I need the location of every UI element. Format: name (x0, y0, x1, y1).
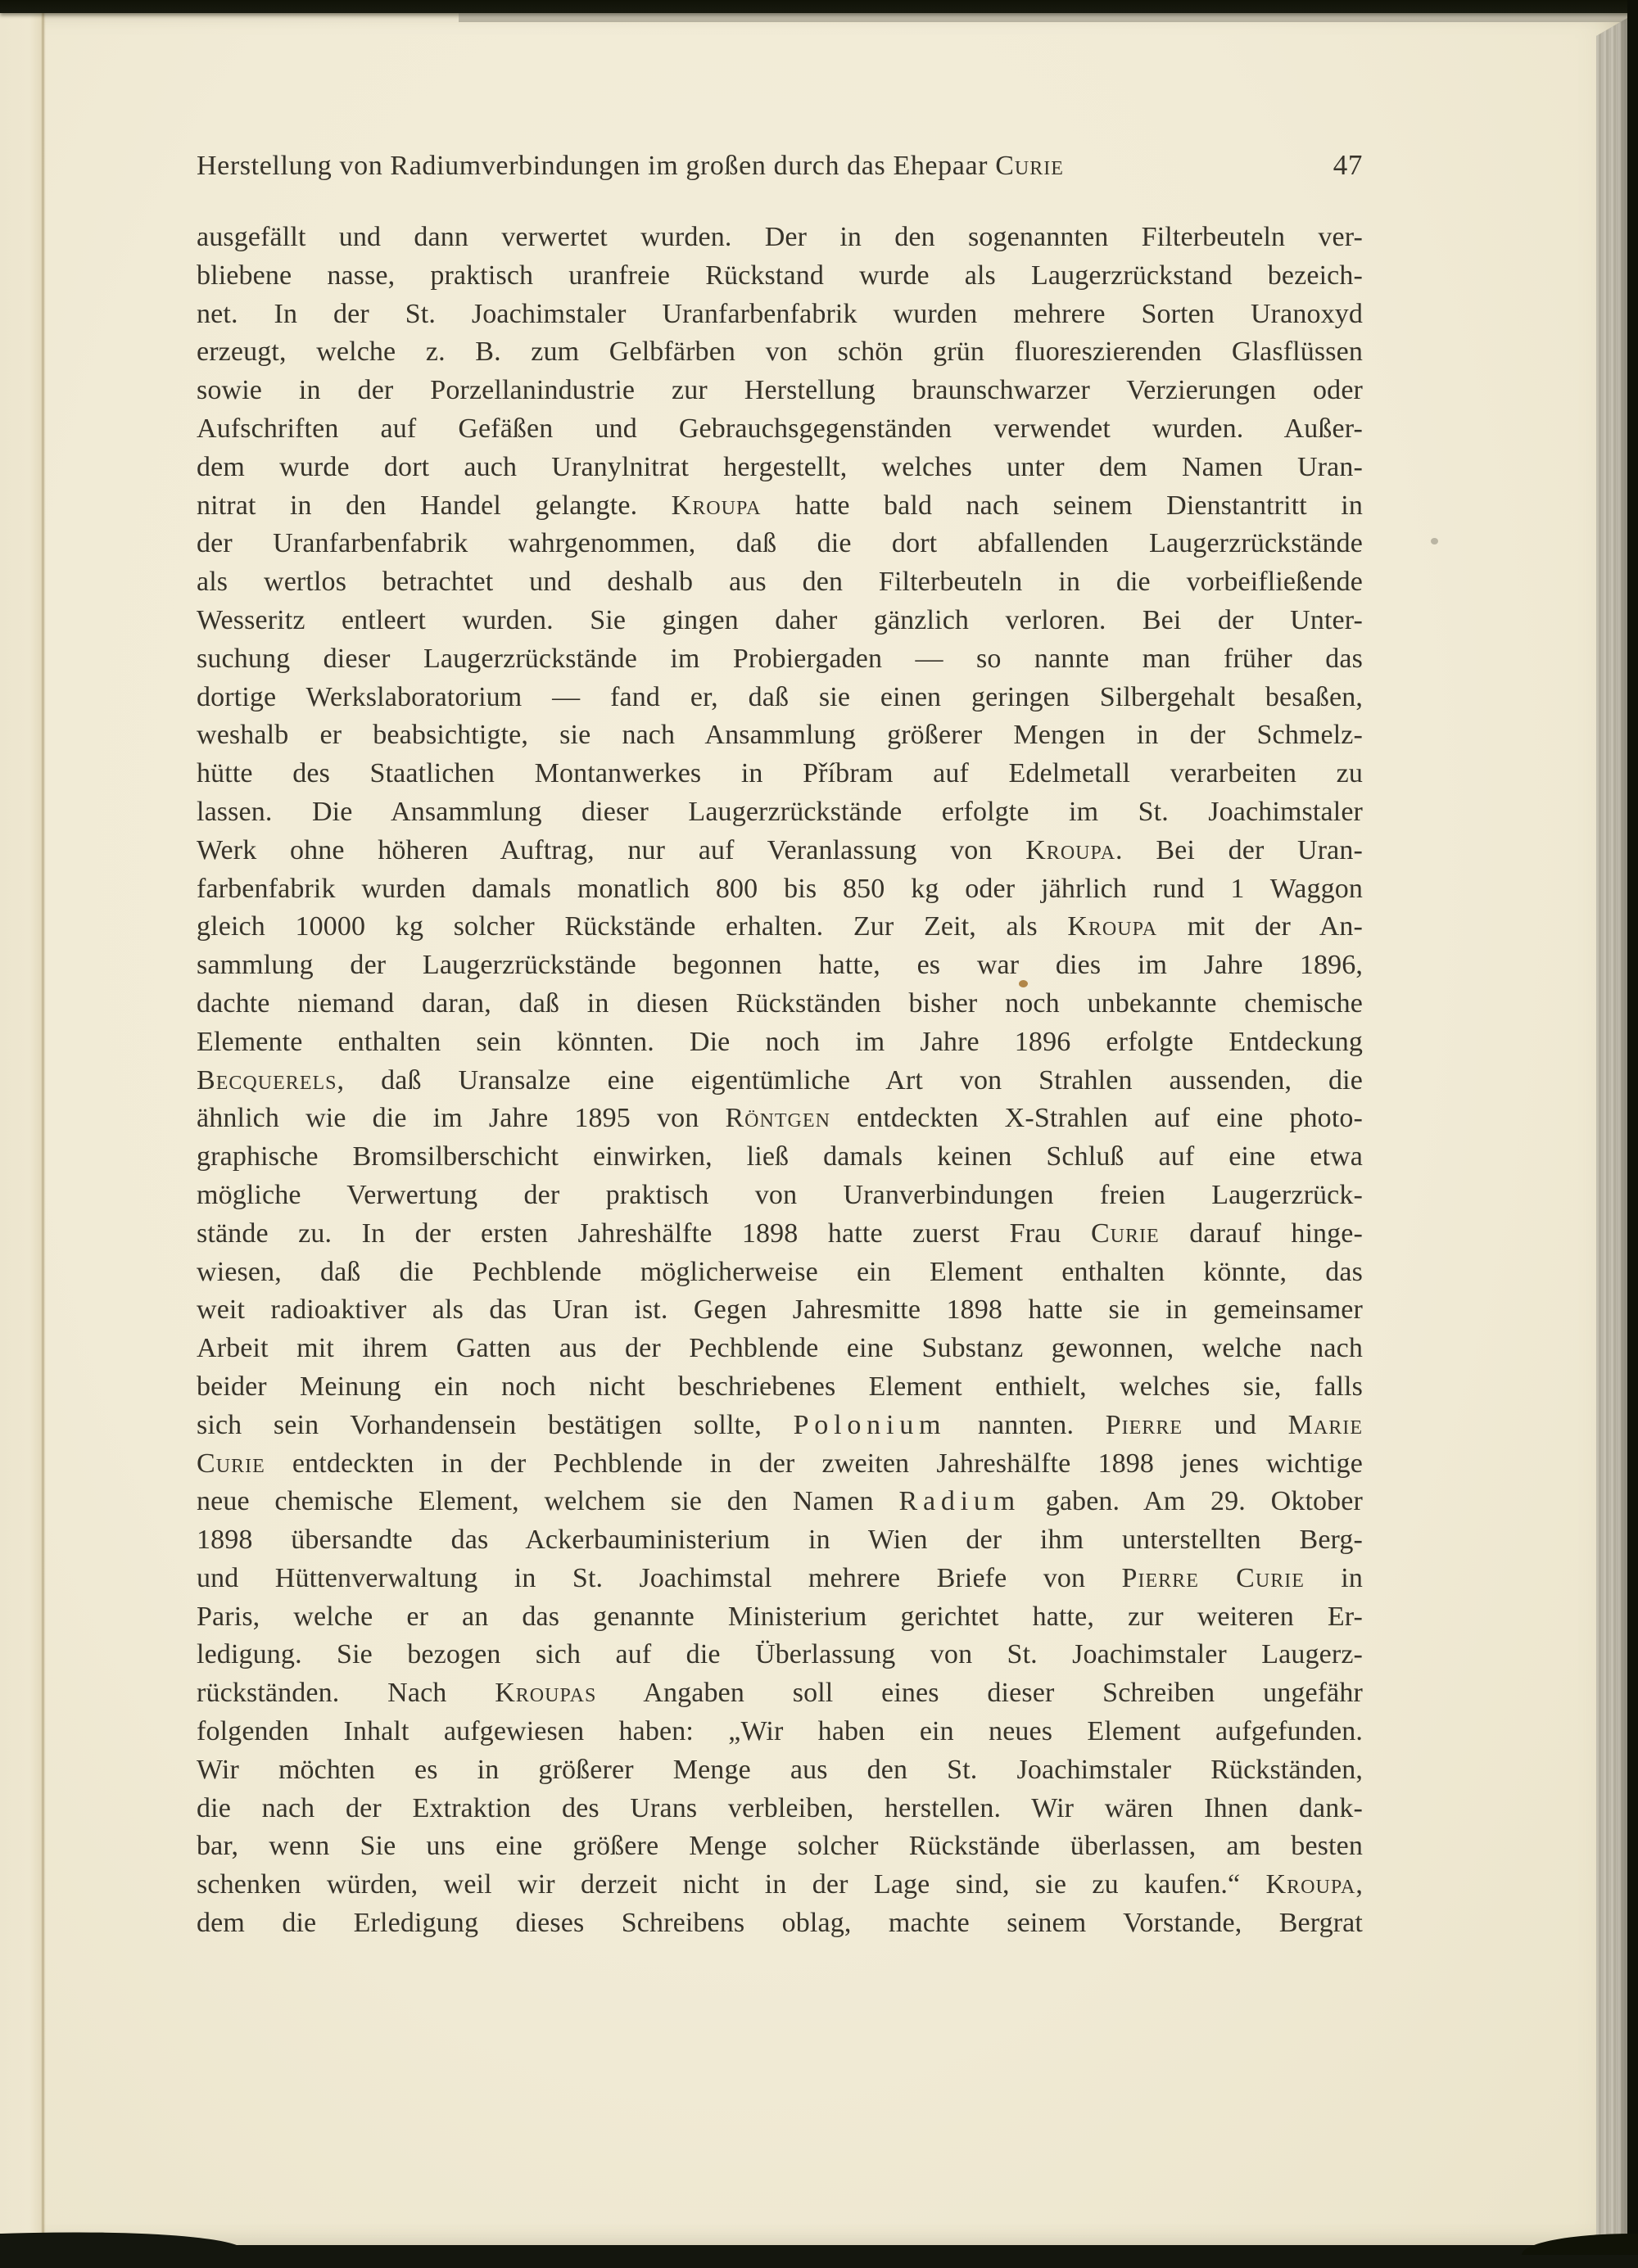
text-line: graphische Bromsilberschicht einwirken, ließ damals keinen Schluß auf eine etwa (197, 1141, 1363, 1172)
text-line: Werk ohne höheren Auftrag, nur auf Veranlassung von Kroupa. Bei der Uran- (197, 834, 1364, 865)
text-line: Arbeit mit ihrem Gatten aus der Pechblende eine Substanz gewonnen, welche nach (197, 1333, 1363, 1364)
text-line: ähnlich wie die im Jahre 1895 von Röntgen entdeckten X-Strahlen auf eine photo- (197, 1103, 1363, 1134)
text-line: dortige Werkslaboratorium — fand er, daß sie einen geringen Silbergehalt besaßen, (197, 681, 1363, 712)
text-line: hütte des Staatlichen Montanwerkes in Příbram auf Edelmetall verarbeiten zu (197, 758, 1363, 789)
text-line: nitrat in den Handel gelangte. Kroupa hatte bald nach seinem Dienstantritt in (197, 490, 1363, 521)
text-line: und Hüttenverwaltung in St. Joachimstal mehrere Briefe von Pierre Curie in (197, 1562, 1364, 1593)
text-line: weit radioaktiver als das Uran ist. Gegen Jahresmitte 1898 hatte sie in gemeinsamer (197, 1294, 1363, 1326)
header-title-author-name: Curie (995, 151, 1064, 181)
text-line: Elemente enthalten sein könnten. Die noch im Jahre 1896 erfolgte Entdeckung (197, 1026, 1363, 1057)
text-line: erzeugt, welche z. B. zum Gelbfärben von schön grün fluoreszierenden Glasflüssen (197, 337, 1363, 368)
text-line: Wir möchten es in größerer Menge aus den St. Joachimstaler Rückständen, (197, 1754, 1363, 1785)
text-line: Wesseritz entleert wurden. Sie gingen daher gänzlich verloren. Bei der Unter- (197, 604, 1363, 635)
text-line: dem die Erledigung dieses Schreibens oblag, machte seinem Vorstande, Bergrat (197, 1908, 1363, 1939)
facing-page-sliver (0, 13, 43, 2247)
text-line: sammlung der Laugerzrückstände begonnen hatte, es war dies im Jahre 1896, (197, 950, 1363, 981)
text-line: bar, wenn Sie uns eine größere Menge solcher Rückstände überlassen, am besten (197, 1831, 1363, 1862)
page-stack-edge-right (1596, 18, 1627, 2247)
text-line: Aufschriften auf Gefäßen und Gebrauchsgegenständen verwendet wurden. Außer- (197, 413, 1363, 444)
small-caps-name: Curie (1090, 1218, 1160, 1249)
margin-speck (1431, 538, 1438, 544)
small-caps-name: Becquerels (197, 1064, 337, 1096)
text-line: die nach der Extraktion des Urans verbleiben, herstellen. Wir wären Ihnen dank- (197, 1792, 1363, 1823)
page-stack-edge-top (459, 13, 1627, 22)
gutter-crease (41, 13, 46, 2247)
text-line: Curie entdeckten in der Pechblende in der zweiten Jahreshälfte 1898 jenes wichtige (197, 1448, 1363, 1479)
small-caps-name: Kroupa (1265, 1869, 1356, 1900)
text-line: stände zu. In der ersten Jahreshälfte 1898 hatte zuerst Frau Curie darauf hinge- (197, 1218, 1363, 1249)
text-line: sich sein Vorhandensein bestätigen sollte, Polonium nannten. Pierre und Marie (197, 1409, 1363, 1440)
small-caps-name: Pierre (1105, 1409, 1183, 1440)
text-line: lassen. Die Ansammlung dieser Laugerzrückstände erfolgte im St. Joachimstaler (197, 796, 1363, 827)
text-line: rückständen. Nach Kroupas Angaben soll eines dieser Schreiben ungefähr (197, 1678, 1363, 1709)
small-caps-name: Kroupa (1067, 911, 1158, 942)
text-line: wiesen, daß die Pechblende möglicherweise ein Element enthalten könnte, das (197, 1256, 1363, 1287)
text-line: suchung dieser Laugerzrückstände im Probiergaden — so nannte man früher das (197, 643, 1363, 674)
text-line: weshalb er beabsichtigte, sie nach Ansammlung größerer Mengen in der Schmelz- (197, 720, 1363, 751)
background-right-band (1627, 0, 1638, 2268)
header-title (197, 151, 1064, 182)
small-caps-name: Pierre Curie (1121, 1562, 1305, 1593)
background-bottom-band (0, 2245, 1638, 2268)
small-caps-name: Marie (1287, 1409, 1363, 1440)
body-text (197, 219, 1363, 1943)
text-line: ausgefällt und dann verwertet wurden. Der in den sogenannten Filterbeuteln ver- (197, 222, 1363, 252)
text-line: gleich 10000 kg solcher Rückstände erhalten. Zur Zeit, als Kroupa mit der An- (197, 911, 1363, 942)
small-caps-name: Röntgen (725, 1103, 830, 1134)
text-line: 1898 übersandte das Ackerbauministerium in Wien der ihm unterstellten Berg- (197, 1525, 1363, 1556)
book-page (0, 13, 1628, 2247)
small-caps-name: Kroupas (495, 1678, 597, 1709)
text-line: bliebene nasse, praktisch uranfreie Rückstand wurde als Laugerzrückstand bezeich- (197, 260, 1363, 291)
text-line: der Uranfarbenfabrik wahrgenommen, daß die dort abfallenden Laugerzrückstände (197, 528, 1363, 559)
small-caps-name: Curie (197, 1448, 265, 1479)
text-line: dachte niemand daran, daß in diesen Rückständen bisher noch unbekannte chemische (197, 987, 1363, 1019)
running-header (197, 149, 1363, 182)
foxing-dot (1019, 980, 1028, 987)
text-line: dem wurde dort auch Uranylnitrat hergestellt, welches unter dem Namen Uran- (197, 451, 1363, 482)
letterspaced-term: Radium (898, 1486, 1020, 1517)
text-line: beider Meinung ein noch nicht beschriebenes Element enthielt, welches sie, falls (197, 1371, 1363, 1402)
text-line: mögliche Verwertung der praktisch von Uranverbindungen freien Laugerzrück- (197, 1179, 1363, 1210)
text-line: sowie in der Porzellanindustrie zur Herstellung braunschwarzer Verzierungen oder (197, 375, 1363, 406)
header-title-text: Herstellung von Radiumverbindungen im großen durch das Ehepaar (197, 151, 996, 181)
text-line: neue chemische Element, welchem sie den Namen Radium gaben. Am 29. Oktober (197, 1486, 1363, 1517)
text-line: Paris, welche er an das genannte Ministerium gerichtet hatte, zur weiteren Er- (197, 1601, 1363, 1632)
page-number: 47 (1333, 149, 1363, 181)
text-line: farbenfabrik wurden damals monatlich 800 bis 850 kg oder jährlich rund 1 Waggon (197, 873, 1363, 904)
letterspaced-term: Polonium (793, 1409, 947, 1440)
small-caps-name: Kroupa (1025, 834, 1116, 865)
text-line: ledigung. Sie bezogen sich auf die Überlassung von St. Joachimstaler Laugerz- (197, 1639, 1363, 1670)
text-line: net. In der St. Joachimstaler Uranfarbenfabrik wurden mehrere Sorten Uranoxyd (197, 298, 1363, 329)
text-line: schenken würden, weil wir derzeit nicht in der Lage sind, sie zu kaufen.“ Kroupa, (197, 1869, 1363, 1900)
text-line: als wertlos betrachtet und deshalb aus den Filterbeuteln in die vorbeifließende (197, 567, 1363, 598)
text-line: Becquerels, daß Uransalze eine eigentümliche Art von Strahlen aussenden, die (197, 1064, 1363, 1096)
background-top-band (0, 0, 1638, 13)
small-caps-name: Kroupa (671, 490, 762, 521)
text-line: folgenden Inhalt aufgewiesen haben: „Wir haben ein neues Element aufgefunden. (197, 1716, 1363, 1747)
